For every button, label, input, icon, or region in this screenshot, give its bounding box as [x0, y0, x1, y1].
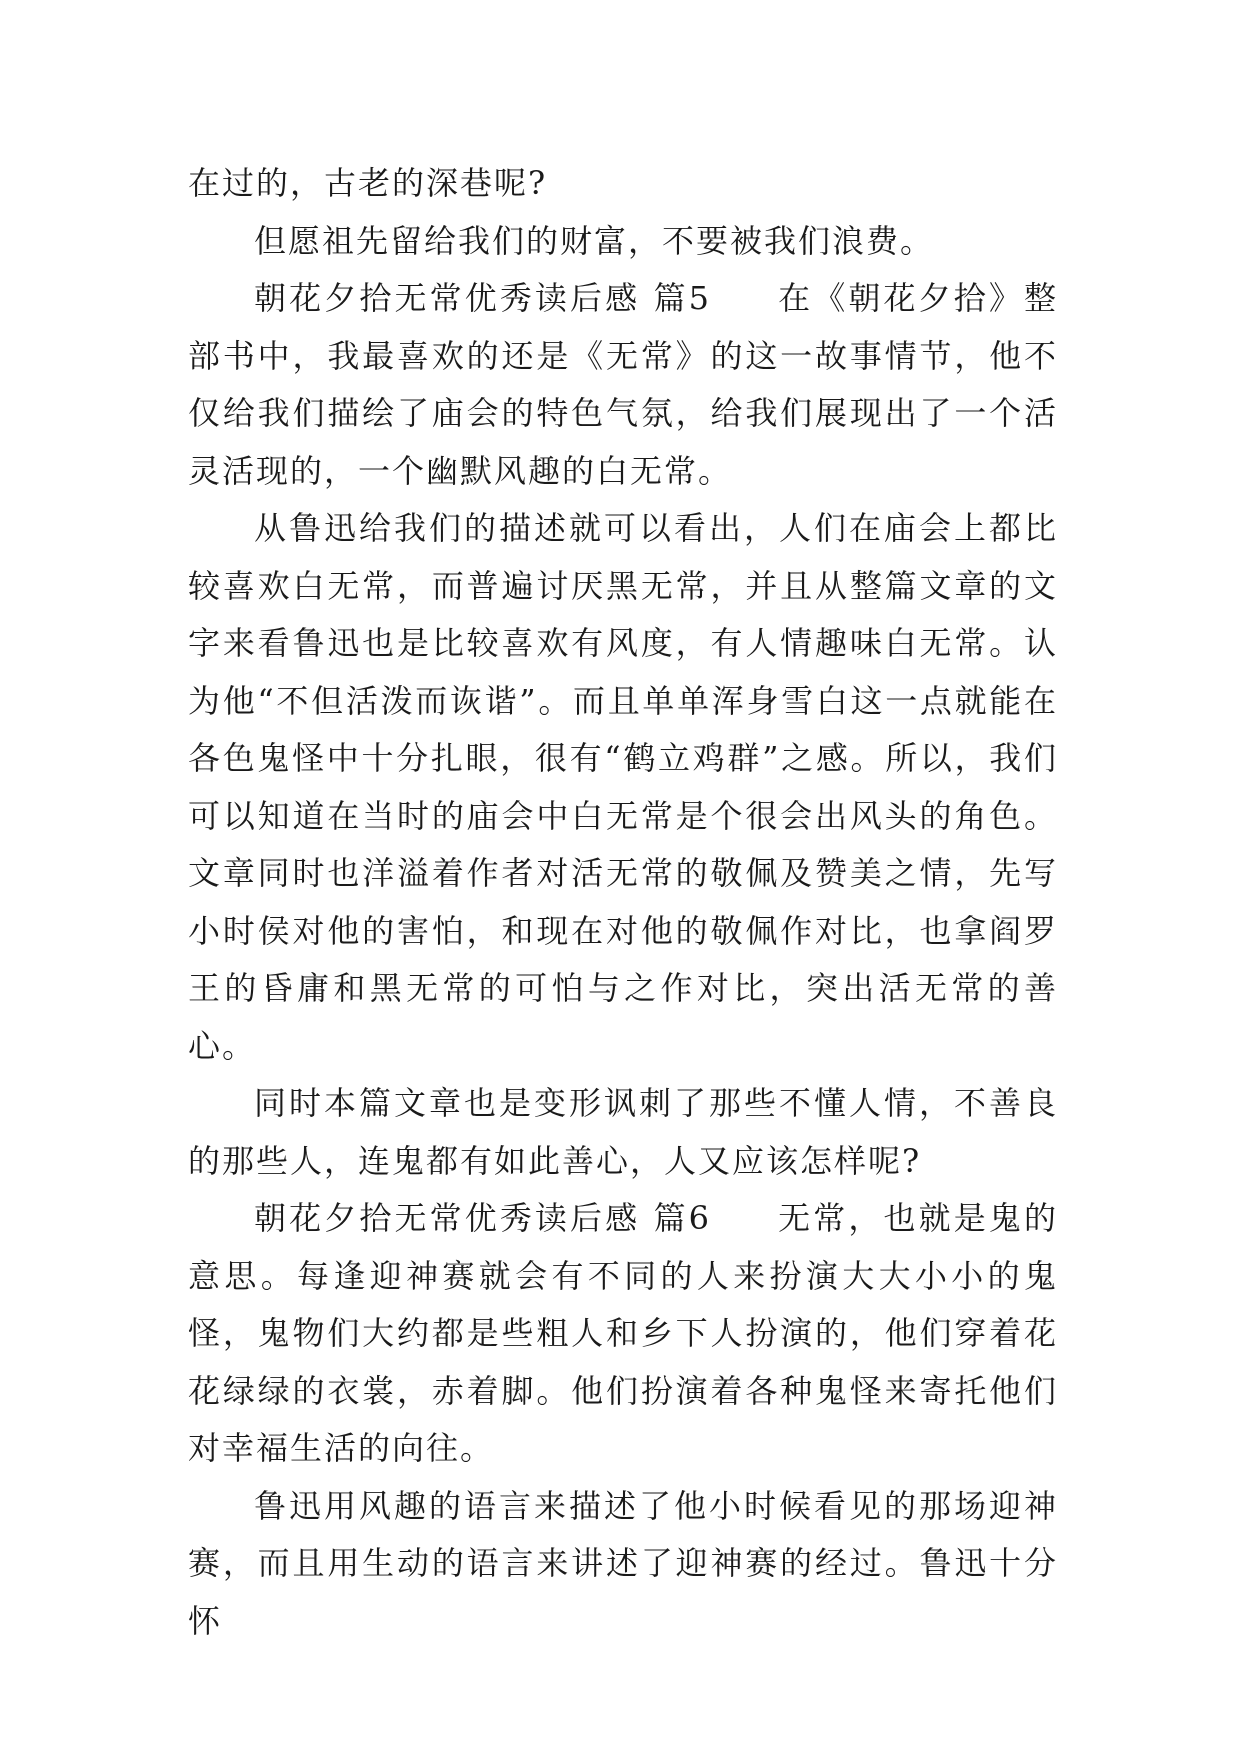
paragraph: [188, 1190, 1058, 1478]
paragraph-text: 鲁迅用风趣的语言来描述了他小时候看见的那场迎神赛，而且用生动的语言来讲述了迎神赛的经过。鲁迅十分怀: [188, 1486, 1058, 1640]
section-heading: 朝花夕拾无常优秀读后感 篇6: [254, 1199, 712, 1237]
paragraph-text: 同时本篇文章也是变形讽刺了那些不懂人情，不善良的那些人，连鬼都有如此善心，人又应该怎样呢?: [188, 1084, 1058, 1180]
section-heading: 朝花夕拾无常优秀读后感 篇5: [254, 279, 712, 317]
paragraph-text: 在《朝花夕拾》整部书中，我最喜欢的还是《无常》的这一故事情节，他不仅给我们描绘了庙会的特色气氛，给我们展现出了一个活灵活现的，一个幽默风趣的白无常。: [188, 279, 1058, 490]
paragraph: [188, 500, 1058, 1075]
paragraph-text: 但愿祖先留给我们的财富，不要被我们浪费。: [254, 221, 935, 260]
paragraph: [188, 270, 1058, 500]
paragraph: [188, 155, 1058, 213]
paragraph-text: 无常，也就是鬼的意思。每逢迎神赛就会有不同的人来扮演大大小小的鬼怪，鬼物们大约都是些粗人和乡下人扮演的，他们穿着花花绿绿的衣裳，赤着脚。他们扮演着各种鬼怪来寄托他们对幸福生活的向往。: [188, 1199, 1058, 1467]
paragraph-text: 在过的，古老的深巷呢?: [188, 164, 548, 202]
document-body: [188, 155, 1058, 1650]
paragraph-text: 从鲁迅给我们的描述就可以看出，人们在庙会上都比较喜欢白无常，而普遍讨厌黑无常，并且从整篇文章的文字来看鲁迅也是比较喜欢有风度，有人情趣味白无常。认为他“不但活泼而诙谐”。而且单单浑身雪白这一点就能在各色鬼怪中十分扎眼，很有“鹤立鸡群”之感。所以，我们可以知道在当时的庙会中白无常是个很会出风头的角色。文章同时也洋溢着作者对活无常的敬佩及赞美之情，先写小时侯对他的害怕，和现在对他的敬佩作对比，也拿阎罗王的昏庸和黑无常的可怕与之作对比，突出活无常的善心。: [188, 509, 1058, 1065]
paragraph: [188, 1478, 1058, 1651]
paragraph: [188, 213, 1058, 271]
paragraph: [188, 1075, 1058, 1190]
